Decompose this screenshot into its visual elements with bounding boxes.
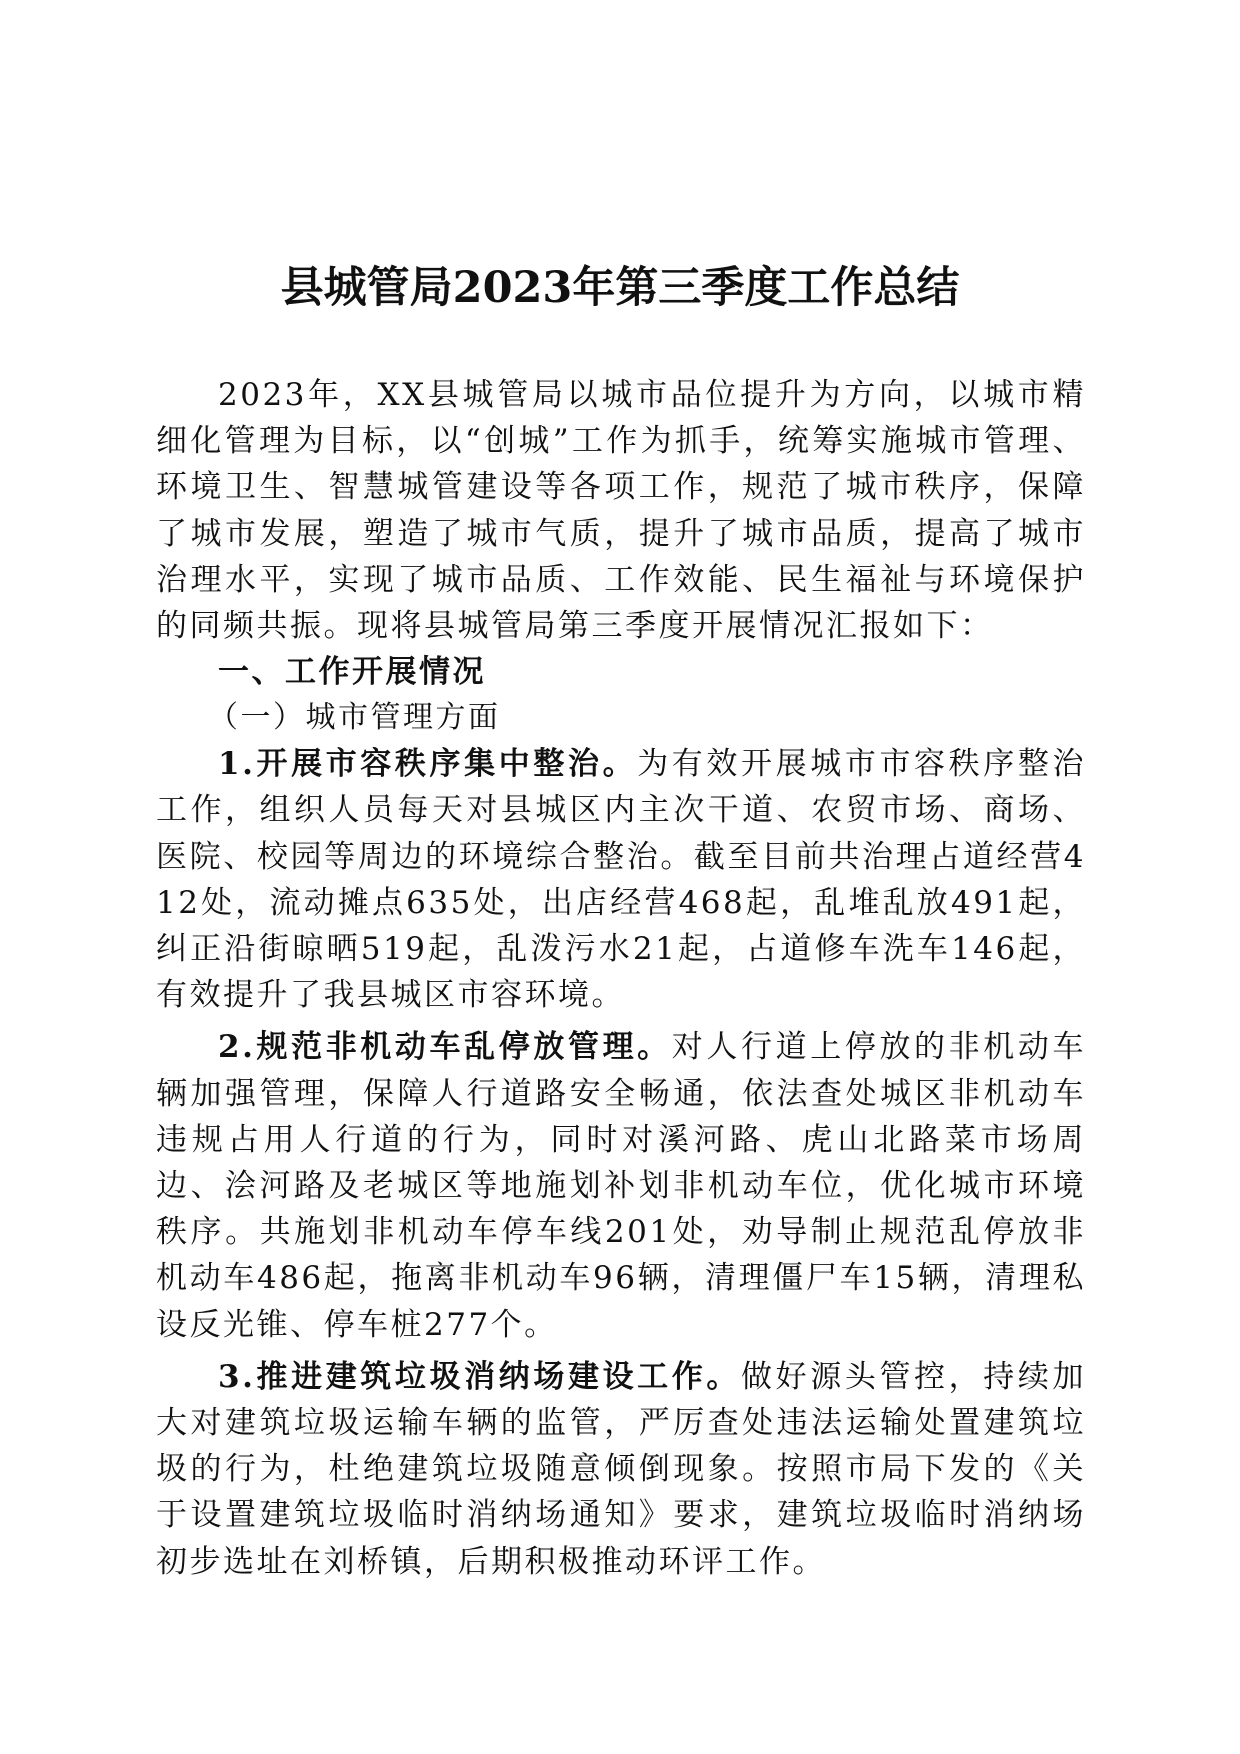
item-paragraph xyxy=(156,741,1086,1018)
item-paragraph xyxy=(156,1024,1086,1347)
item-lead: 1.开展市容秩序集中整治。 xyxy=(218,746,638,783)
item-text: 对人行道上停放的非机动车辆加强管理，保障人行道路安全畅通，依法查处城区非机动车违规占用人行道的行为，同时对溪河路、虎山北路菜市场周边、浍河路及老城区等地施划补划非机动车位，优化城市环境秩序。共施划非机动车停车线201处，劝导制止规范乱停放非机动车486起，拖离非机动车96辆，清理僵尸车15辆，清理私设反光锥、停车桩277个。 xyxy=(156,1029,1086,1343)
intro-paragraph: 2023年，XX县城管局以城市品位提升为方向，以城市精细化管理为目标，以“创城”工作为抓手，统筹实施城市管理、环境卫生、智慧城管建设等各项工作，规范了城市秩序，保障了城市发展，塑造了城市气质，提升了城市品质，提高了城市治理水平，实现了城市品质、工作效能、民生福祉与环境保护的同频共振。现将县城管局第三季度开展情况汇报如下： xyxy=(156,377,1086,645)
document-title: 县城管局2023年第三季度工作总结 xyxy=(280,263,960,313)
document-body xyxy=(156,372,1086,1585)
section-heading: 一、工作开展情况 xyxy=(218,654,486,691)
item-text: 为有效开展城市市容秩序整治工作，组织人员每天对县城区内主次干道、农贸市场、商场、医院、校园等周边的环境综合整治。截至目前共治理占道经营412处，流动摊点635处，出店经营468起，乱堆乱放491起，纠正沿街晾晒519起，乱泼污水21起，占道修车洗车146起，有效提升了我县城区市容环境。 xyxy=(156,746,1086,1014)
item-lead: 3.推进建筑垃圾消纳场建设工作。 xyxy=(218,1358,742,1395)
item-paragraph xyxy=(156,1354,1086,1585)
item-lead: 2.规范非机动车乱停放管理。 xyxy=(218,1029,672,1066)
subsection-heading: （一）城市管理方面 xyxy=(208,700,501,736)
item-text: 做好源头管控，持续加大对建筑垃圾运输车辆的监管，严厉查处违法运输处置建筑垃圾的行为，杜绝建筑垃圾随意倾倒现象。按照市局下发的《关于设置建筑垃圾临时消纳场通知》要求，建筑垃圾临时消纳场初步选址在刘桥镇，后期积极推动环评工作。 xyxy=(156,1358,1086,1580)
